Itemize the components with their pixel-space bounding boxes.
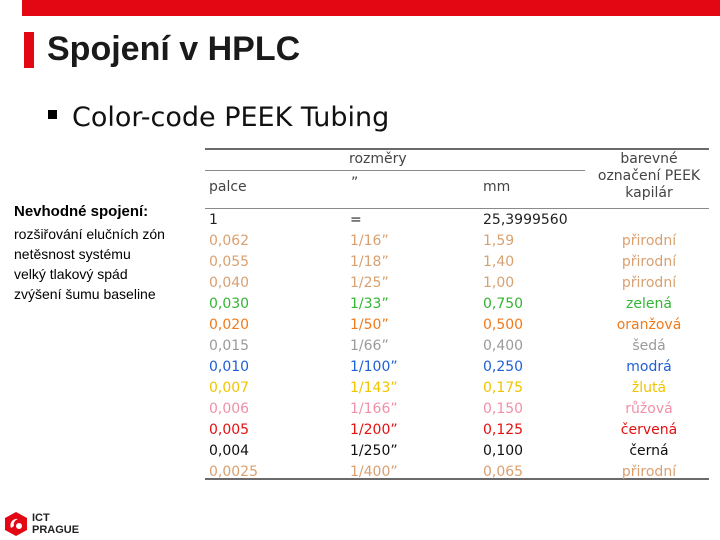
header-barevne-line: kapilár	[625, 185, 673, 201]
cell-rozmery: 1/250”	[350, 443, 398, 459]
cell-mm: 1,00	[483, 275, 515, 291]
bullet-text: Color-code PEEK Tubing	[72, 102, 390, 133]
cell-rozmery: 1/100”	[350, 359, 398, 375]
cell-mm: 0,750	[483, 296, 524, 312]
cell-mm: 1,59	[483, 233, 515, 249]
cell-rozmery: 1/400”	[350, 464, 398, 480]
cell-palce: 0,055	[209, 254, 250, 270]
table-row	[205, 357, 709, 378]
cell-mm: 0,150	[483, 401, 524, 417]
cell-palce: 0,0025	[209, 464, 258, 480]
cell-rozmery: 1/50”	[350, 317, 389, 333]
cell-rozmery: 1/33”	[350, 296, 389, 312]
cell-barva: červená	[620, 422, 678, 438]
cell-barva: oranžová	[616, 317, 682, 333]
cell-palce: 0,010	[209, 359, 250, 375]
cell-palce: 0,015	[209, 338, 250, 354]
list-item: zvýšení šumu baseline	[14, 286, 156, 302]
header-barevne	[589, 151, 709, 202]
list-item: velký tlakový spád	[14, 266, 128, 282]
cell-barva: modrá	[626, 359, 672, 375]
cell-palce: 0,006	[209, 401, 250, 417]
table-row	[205, 462, 709, 483]
cell-palce: 0,040	[209, 275, 250, 291]
cell-palce: 0,004	[209, 443, 250, 459]
cell-rozmery: 1/200”	[350, 422, 398, 438]
table-row	[205, 315, 709, 336]
cell-rozmery: 1/143”	[350, 380, 398, 396]
cell-rozmery: =	[350, 212, 362, 228]
cell-rozmery: 1/18”	[350, 254, 389, 270]
cell-mm: 0,125	[483, 422, 524, 438]
cell-mm: 1,40	[483, 254, 515, 270]
cell-palce: 0,062	[209, 233, 250, 249]
cell-palce: 0,030	[209, 296, 250, 312]
title-marker	[24, 32, 34, 68]
slide-title: Spojení v HPLC	[47, 30, 301, 68]
header-mm: mm	[483, 179, 511, 195]
cell-rozmery: 1/166”	[350, 401, 398, 417]
list-item: rozšiřování elučních zón	[14, 226, 165, 242]
table-row	[205, 273, 709, 294]
table-row	[205, 231, 709, 252]
table-row	[205, 441, 709, 462]
cell-mm: 0,250	[483, 359, 524, 375]
cell-barva: růžová	[625, 401, 673, 417]
cell-mm: 0,400	[483, 338, 524, 354]
cell-palce: 0,007	[209, 380, 250, 396]
cell-rozmery: 1/66”	[350, 338, 389, 354]
header-barevne-line: označení PEEK	[597, 168, 701, 184]
cell-barva: šedá	[632, 338, 666, 354]
cell-barva: přirodní	[621, 464, 677, 480]
table-row	[205, 399, 709, 420]
table-row	[205, 378, 709, 399]
cell-mm: 0,100	[483, 443, 524, 459]
cell-barva: přirodní	[621, 233, 677, 249]
cell-palce: 1	[209, 212, 218, 228]
table-row	[205, 336, 709, 357]
table-rule-subheader	[205, 208, 709, 209]
cell-mm: 0,500	[483, 317, 524, 333]
cell-palce: 0,005	[209, 422, 250, 438]
bullet-square-icon	[48, 110, 57, 119]
peek-tubing-table	[205, 148, 709, 478]
header-quote: ”	[351, 175, 359, 191]
table-row	[205, 210, 709, 231]
header-barevne-line: barevné	[620, 151, 678, 167]
table-rule-top	[205, 148, 709, 150]
cell-rozmery: 1/25”	[350, 275, 389, 291]
logo-text-line: ICT	[32, 512, 50, 524]
side-list	[14, 224, 165, 304]
cell-barva: zelená	[626, 296, 672, 312]
logo-text	[32, 512, 79, 536]
logo-text-line: PRAGUE	[32, 524, 80, 536]
ict-logo-icon	[4, 511, 28, 537]
cell-rozmery: 1/16”	[350, 233, 389, 249]
cell-barva: přirodní	[621, 275, 677, 291]
header-palce: palce	[209, 179, 247, 195]
ict-prague-logo	[0, 508, 100, 540]
table-row	[205, 294, 709, 315]
table-row	[205, 252, 709, 273]
cell-barva: černá	[629, 443, 669, 459]
header-rozmery: rozměry	[349, 151, 407, 167]
cell-mm: 0,065	[483, 464, 524, 480]
table-row	[205, 420, 709, 441]
side-heading: Nevhodné spojení:	[14, 203, 149, 220]
cell-mm: 25,3999560	[483, 212, 568, 228]
cell-barva: žlutá	[631, 380, 667, 396]
cell-palce: 0,020	[209, 317, 250, 333]
list-item: netěsnost systému	[14, 246, 131, 262]
table-rule-header	[205, 170, 585, 171]
cell-mm: 0,175	[483, 380, 524, 396]
top-accent-bar	[22, 0, 720, 16]
cell-barva: přirodní	[621, 254, 677, 270]
